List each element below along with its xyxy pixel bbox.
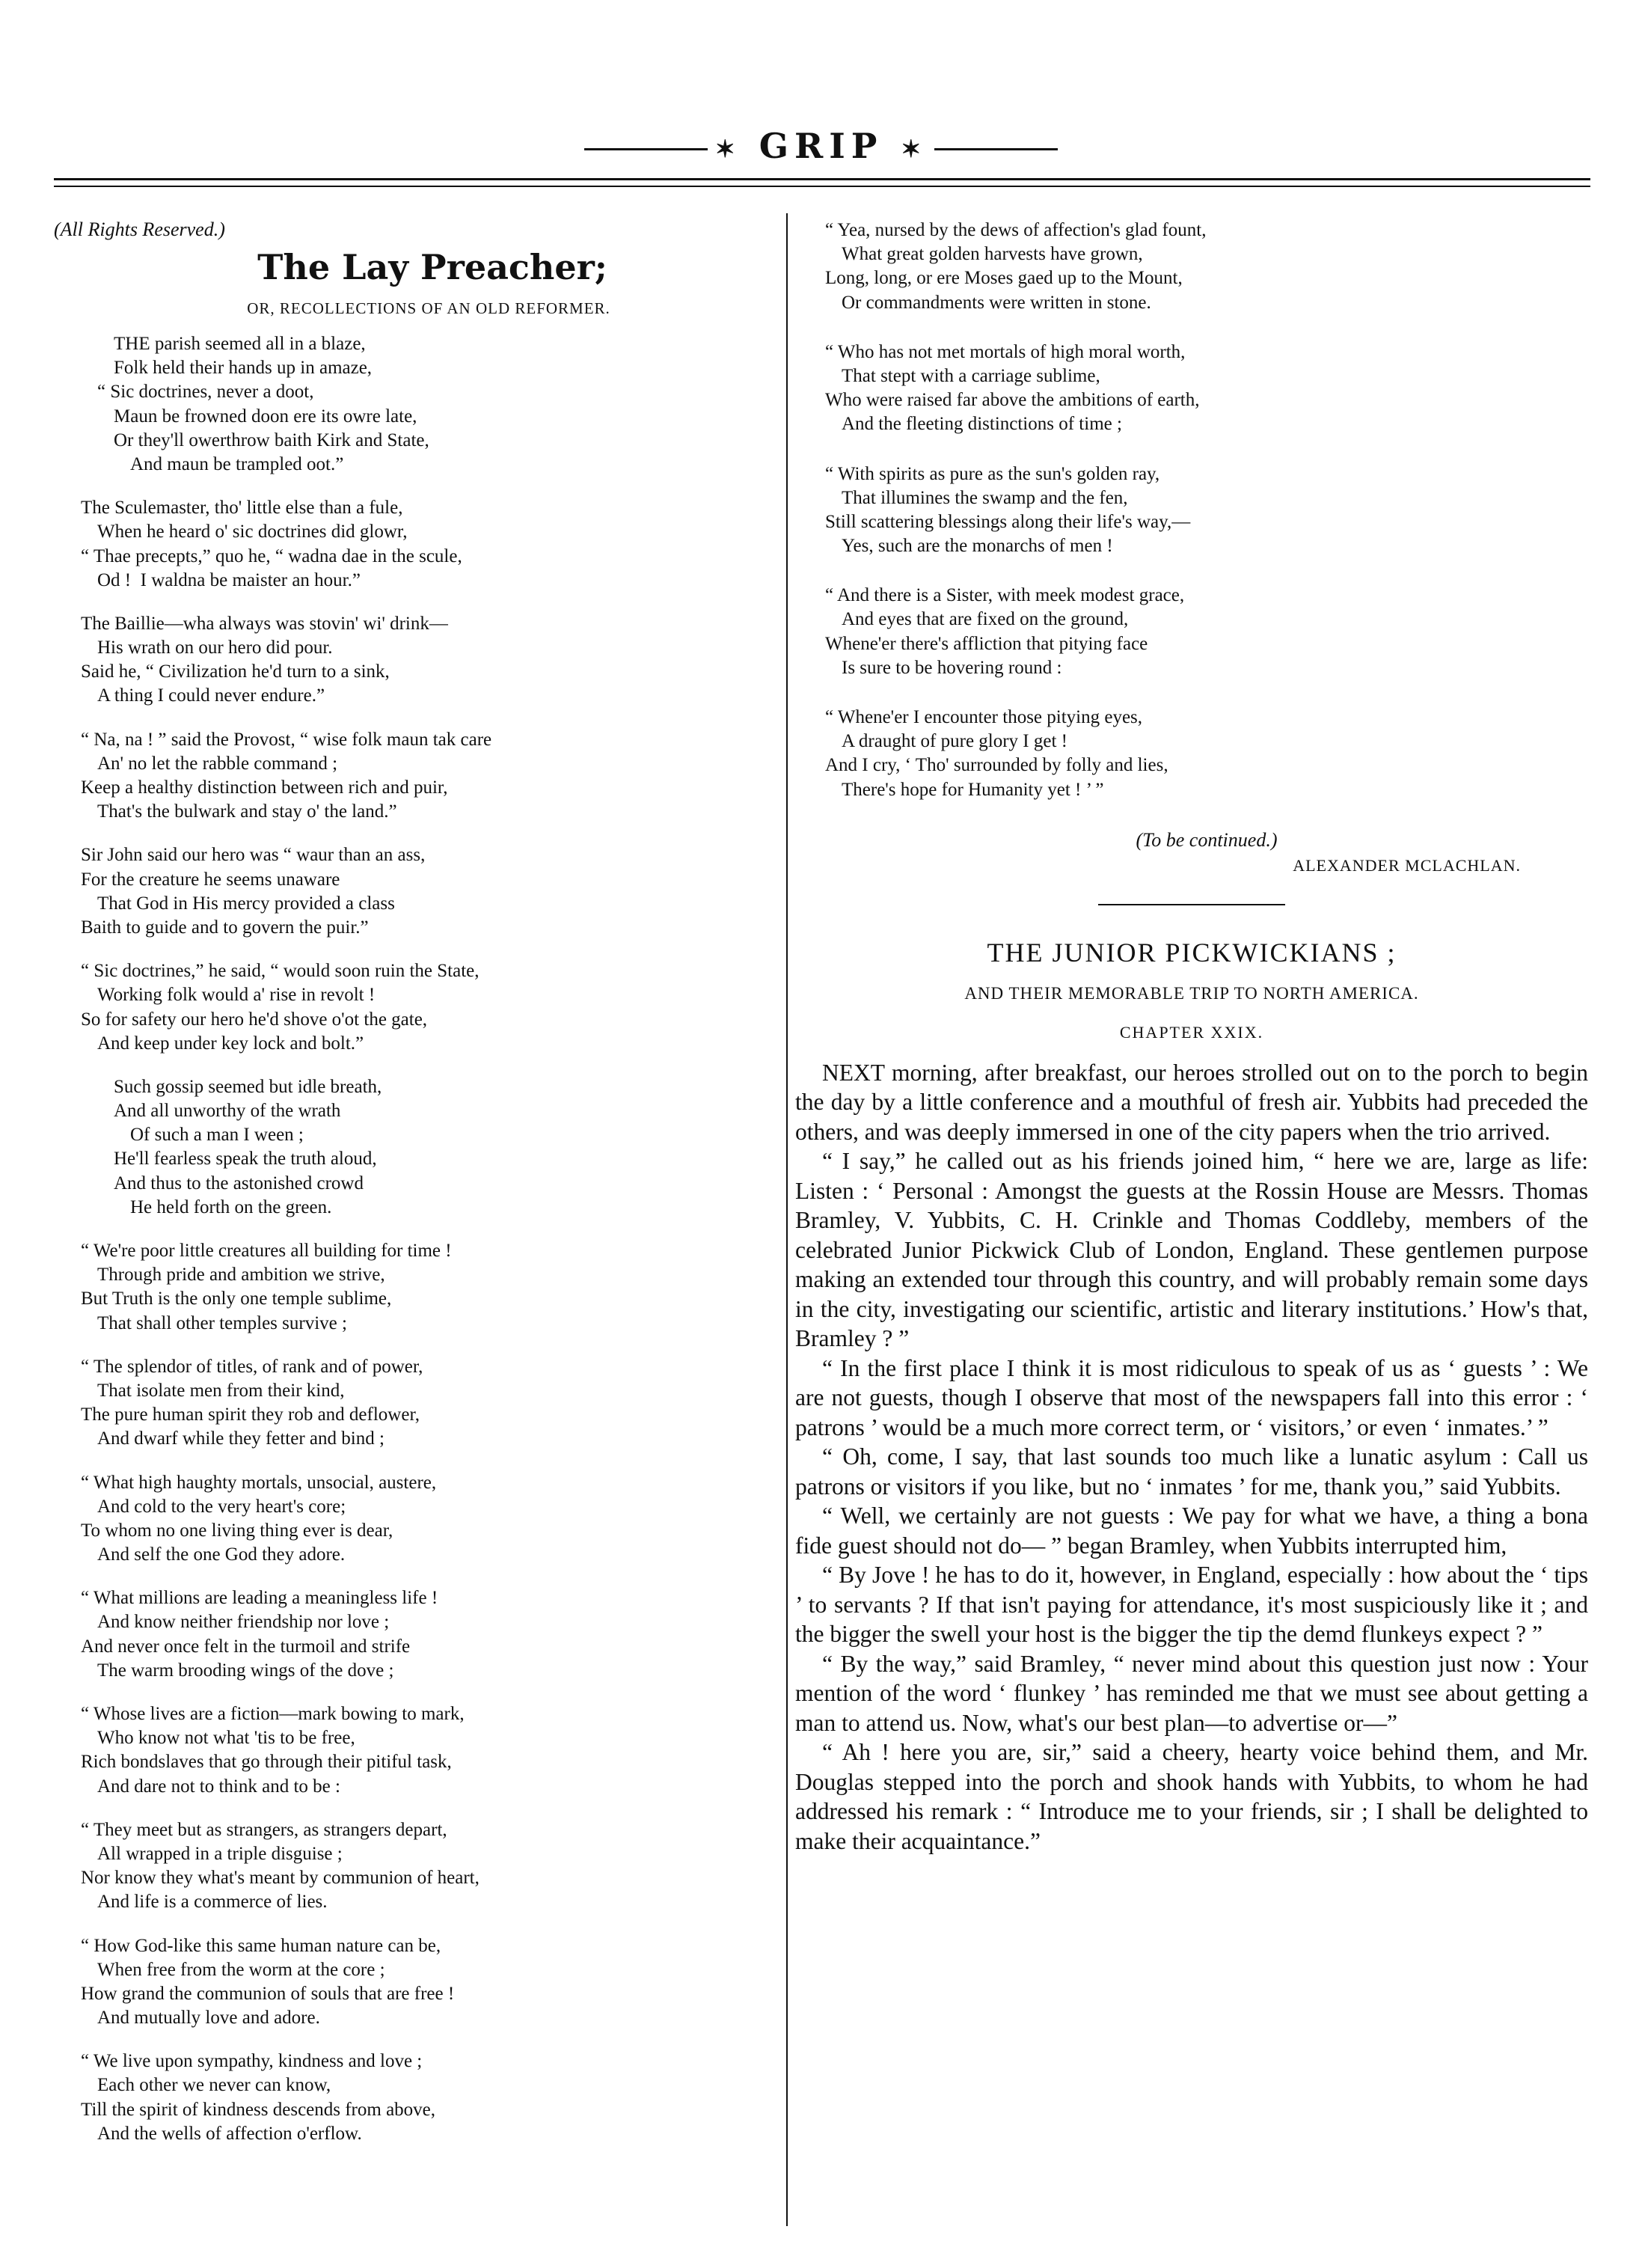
poem-line: And dare not to think and to be :	[97, 1776, 340, 1797]
poem-line: “ They meet but as strangers, as strangers depart,	[81, 1819, 447, 1840]
poem-line: Rich bondslaves that go through their pitiful task,	[81, 1752, 452, 1773]
poem-stanza	[51, 843, 769, 940]
story-paragraph: “ In the first place I think it is most ridiculous to speak of us as ‘ guests ’ : We are not guests, though I observe that most of the newspapers fall into this error : ‘ patrons ’ would be a much more correct term, or ‘ visitors,’ or even ‘ inmates.’ ”	[795, 1354, 1588, 1440]
left-column	[51, 218, 769, 2165]
poem-stanza	[51, 1934, 769, 2031]
poem-line: Nor know they what's meant by communion of heart,	[81, 1868, 480, 1889]
story-paragraph: “ Well, we certainly are not guests : We pay for what we have, a thing a bona fide guest should not do— ” began Bramley, when Yubbits interrupted him,	[795, 1503, 1588, 1559]
poem-line: The pure human spirit they rob and deflower,	[81, 1404, 420, 1425]
poem-body	[51, 332, 769, 2146]
poem-line: The Sculemaster, tho' little else than a fule,	[81, 498, 403, 519]
poem-line: “ What high haughty mortals, unsocial, austere,	[81, 1472, 437, 1493]
poem-line: And the fleeting distinctions of time ;	[842, 414, 1122, 435]
poem-line: What great golden harvests have grown,	[842, 244, 1143, 265]
poem-line: There's hope for Humanity yet ! ’ ”	[842, 779, 1104, 800]
poem-line: A thing I could never endure.”	[97, 685, 325, 706]
poem-stanza	[51, 728, 769, 825]
poem-line: Of such a man I ween ;	[130, 1125, 304, 1146]
poem-line: “ How God-like this same human nature can be,	[81, 1935, 441, 1956]
poem-line: When free from the worm at the core ;	[97, 1959, 385, 1980]
poem-line: “ Na, na ! ” said the Provost, “ wise folk maun tak care	[81, 729, 492, 750]
to-be-continued: (To be continued.)	[1136, 828, 1278, 851]
poem-line: All wrapped in a triple disguise ;	[97, 1843, 343, 1864]
poem-line: THE parish seemed all in a blaze,	[114, 334, 366, 354]
poem-stanza	[51, 1818, 769, 1915]
poem-line: Long, long, or ere Moses gaed up to the Mount,	[825, 268, 1183, 289]
poem-line: “ We live upon sympathy, kindness and love ;	[81, 2051, 423, 2072]
poem-stanza	[51, 2050, 769, 2146]
masthead	[0, 126, 1642, 166]
poem-stanza	[51, 959, 769, 1056]
poem-stanza	[795, 218, 1588, 315]
star-icon: ✶	[714, 135, 741, 163]
poem-line: And I cry, ‘ Tho' surrounded by folly and lies,	[825, 755, 1168, 776]
poem-subtitle: OR, RECOLLECTIONS OF AN OLD REFORMER.	[247, 299, 610, 317]
poem-line: Said he, “ Civilization he'd turn to a sink,	[81, 661, 390, 682]
poem-stanza	[51, 1075, 769, 1220]
poem-line: Keep a healthy distinction between rich and puir,	[81, 777, 448, 798]
header-rule-bottom	[54, 186, 1590, 187]
poem-line: A draught of pure glory I get !	[842, 731, 1068, 752]
poem-line: “ Whose lives are a fiction—mark bowing to mark,	[81, 1704, 465, 1724]
poem-line: That's the bulwark and stay o' the land.”	[97, 801, 397, 822]
poem-line: “ The splendor of titles, of rank and of power,	[81, 1356, 423, 1377]
poem-line: That God in His mercy provided a class	[97, 893, 395, 914]
poem-line: “ Sic doctrines, never a doot,	[97, 382, 314, 403]
poem-line: Or they'll owerthrow baith Kirk and State,	[114, 430, 429, 450]
poem-stanza	[795, 340, 1588, 437]
poem-line: And all unworthy of the wrath	[114, 1101, 341, 1122]
poem-stanza	[51, 1586, 769, 1683]
poem-line: Maun be frowned doon ere its owre late,	[114, 406, 417, 427]
poem-line: He held forth on the green.	[130, 1196, 332, 1217]
poem-line: Whene'er there's affliction that pitying face	[825, 633, 1148, 654]
poem-line: The Baillie—wha always was stovin' wi' drink—	[81, 613, 448, 634]
poem-line: Od ! I waldna be maister an hour.”	[97, 569, 361, 590]
poem-stanza	[51, 332, 769, 477]
poem-line: That isolate men from their kind,	[97, 1380, 345, 1401]
section-divider	[1098, 904, 1285, 905]
poem-line: Baith to guide and to govern the puir.”	[81, 917, 369, 938]
poem-line: How grand the communion of souls that are free !	[81, 1983, 455, 2004]
poem-line: “ Whene'er I encounter those pitying eyes,	[825, 707, 1143, 727]
poem-line: Or commandments were written in stone.	[842, 292, 1151, 313]
poem-line: And mutually love and adore.	[97, 2008, 320, 2029]
poem-line: And thus to the astonished crowd	[114, 1173, 364, 1193]
poem-line: “ And there is a Sister, with meek modest grace,	[825, 585, 1185, 606]
rights-notice: (All Rights Reserved.)	[54, 218, 225, 240]
poem-line: When he heard o' sic doctrines did glowr,	[97, 522, 408, 542]
poem-line: Such gossip seemed but idle breath,	[114, 1076, 382, 1097]
poem-author: ALEXANDER MCLACHLAN.	[1293, 855, 1521, 875]
poem-line: And dwarf while they fetter and bind ;	[97, 1428, 385, 1449]
poem-line: “ What millions are leading a meaningless life !	[81, 1588, 438, 1609]
poem-line: Yes, such are the monarchs of men !	[842, 536, 1113, 557]
poem-stanza	[795, 462, 1588, 559]
story-body	[795, 1058, 1588, 1856]
poem-line: Sir John said our hero was “ waur than an ass,	[81, 845, 426, 866]
masthead-rule-left	[584, 148, 708, 150]
poem-line: His wrath on our hero did pour.	[97, 638, 333, 658]
poem-line: “ Who has not met mortals of high moral worth,	[825, 341, 1186, 362]
poem-line: And the wells of affection o'erflow.	[97, 2123, 362, 2144]
poem-stanza	[51, 1239, 769, 1336]
masthead-rule-right	[934, 148, 1058, 150]
story-paragraph: “ Oh, come, I say, that last sounds too much like a lunatic asylum : Call us patrons or visitors if you like, but no ‘ inmates ’ for me, thank you,” said Yubbits.	[795, 1443, 1588, 1500]
poem-line: And cold to the very heart's core;	[97, 1496, 346, 1517]
poem-line: And keep under key lock and bolt.”	[97, 1033, 364, 1054]
poem-line: To whom no one living thing ever is dear,	[81, 1520, 393, 1541]
poem-line: Till the spirit of kindness descends from above,	[81, 2099, 436, 2120]
story-paragraph: “ Ah ! here you are, sir,” said a cheery, hearty voice behind them, and Mr. Douglas stepped into the porch and shook hands with Yubbits, to whom he had addressed his remark : “ Introduce me to your friends, sir ; I shall be delighted to make their acquaintance.”	[795, 1739, 1588, 1854]
poem-line: Folk held their hands up in amaze,	[114, 358, 373, 379]
poem-line: Who were raised far above the ambitions of earth,	[825, 390, 1200, 411]
poem-line: “ We're poor little creatures all building for time !	[81, 1241, 452, 1261]
star-icon: ✶	[901, 135, 928, 163]
poem-stanza	[795, 584, 1588, 680]
poem-line: The warm brooding wings of the dove ;	[97, 1660, 394, 1681]
poem-stanza	[51, 496, 769, 593]
poem-line: So for safety our hero he'd shove o'ot the gate,	[81, 1009, 428, 1030]
poem-line: He'll fearless speak the truth aloud,	[114, 1149, 377, 1170]
poem-line: And never once felt in the turmoil and strife	[81, 1636, 411, 1657]
chapter-heading: CHAPTER XXIX.	[1119, 1022, 1264, 1042]
right-column	[795, 218, 1588, 1856]
story-paragraph: “ I say,” he called out as his friends joined him, “ here we are, large as life: Listen : ‘ Personal : Amongst the guests at the Rossin House are Messrs. Thomas Bramley, V. Yubbits, C. H. Crinkle and Thomas Coddleby, members of the celebrated Junior Pickwick Club of London, England. These gentlemen purpose making an extended tour through this country, and will probably remain some days in the city, investigating our scientific, artistic and literary institutions.’ How's that, Bramley ? ”	[795, 1148, 1588, 1352]
masthead-title: GRIP	[759, 126, 883, 166]
poem-line: That shall other temples survive ;	[97, 1312, 347, 1333]
story-subtitle: AND THEIR MEMORABLE TRIP TO NORTH AMERICA.	[964, 983, 1419, 1003]
poem-body-continued	[795, 218, 1588, 802]
poem-line: “ With spirits as pure as the sun's golden ray,	[825, 463, 1160, 484]
poem-stanza	[51, 612, 769, 709]
poem-line: For the creature he seems unaware	[81, 869, 340, 890]
poem-line: That stept with a carriage sublime,	[842, 365, 1100, 386]
story-paragraph: NEXT morning, after breakfast, our heroes strolled out on to the porch to begin the day by a little conference and a mouthful of fresh air. Yubbits had preceded the others, and was deeply immersed in one of the city papers when the trio arrived.	[795, 1059, 1588, 1145]
poem-line: “ Sic doctrines,” he said, “ would soon ruin the State,	[81, 961, 480, 982]
poem-line: And know neither friendship nor love ;	[97, 1612, 390, 1633]
poem-line: And life is a commerce of lies.	[97, 1892, 328, 1913]
story-paragraph: “ By the way,” said Bramley, “ never mind about this question just now : Your mention of the word ‘ flunkey ’ has reminded me that we must see about getting a man to attend us. Now, what's our best plan—to advertise or—”	[795, 1650, 1588, 1736]
poem-stanza	[51, 1355, 769, 1452]
poem-line: And maun be trampled oot.”	[130, 453, 344, 474]
poem-line: “ Yea, nursed by the dews of affection's glad fount,	[825, 220, 1207, 240]
story-title: THE JUNIOR PICKWICKIANS ;	[987, 937, 1397, 968]
poem-line: That illumines the swamp and the fen,	[842, 487, 1128, 508]
poem-stanza	[795, 706, 1588, 802]
poem-line: Is sure to be hovering round :	[842, 657, 1062, 678]
poem-line: And self the one God they adore.	[97, 1544, 346, 1565]
poem-line: “ Thae precepts,” quo he, “ wadna dae in the scule,	[81, 545, 462, 566]
poem-line: Who know not what 'tis to be free,	[97, 1728, 355, 1749]
poem-line: Through pride and ambition we strive,	[97, 1265, 385, 1286]
poem-line: And eyes that are fixed on the ground,	[842, 609, 1129, 630]
poem-line: Each other we never can know,	[97, 2075, 331, 2096]
header-rule-top	[54, 178, 1590, 180]
poem-line: Working folk would a' rise in revolt !	[97, 985, 376, 1006]
poem-title: The Lay Preacher;	[257, 247, 607, 287]
poem-line: An' no let the rabble command ;	[97, 753, 338, 774]
poem-line: Still scattering blessings along their life's way,—	[825, 511, 1191, 532]
story-paragraph: “ By Jove ! he has to do it, however, in England, especially : how about the ‘ tips ’ to servants ? If that isn't paying for attendance, it's most suspiciously like it ; and the bigger the swell your host is the bigger the tip the demd flunkeys expect ? ”	[795, 1562, 1588, 1648]
poem-stanza	[51, 1702, 769, 1799]
poem-stanza	[51, 1471, 769, 1568]
poem-line: But Truth is the only one temple sublime,	[81, 1289, 392, 1309]
column-divider	[786, 213, 788, 2226]
